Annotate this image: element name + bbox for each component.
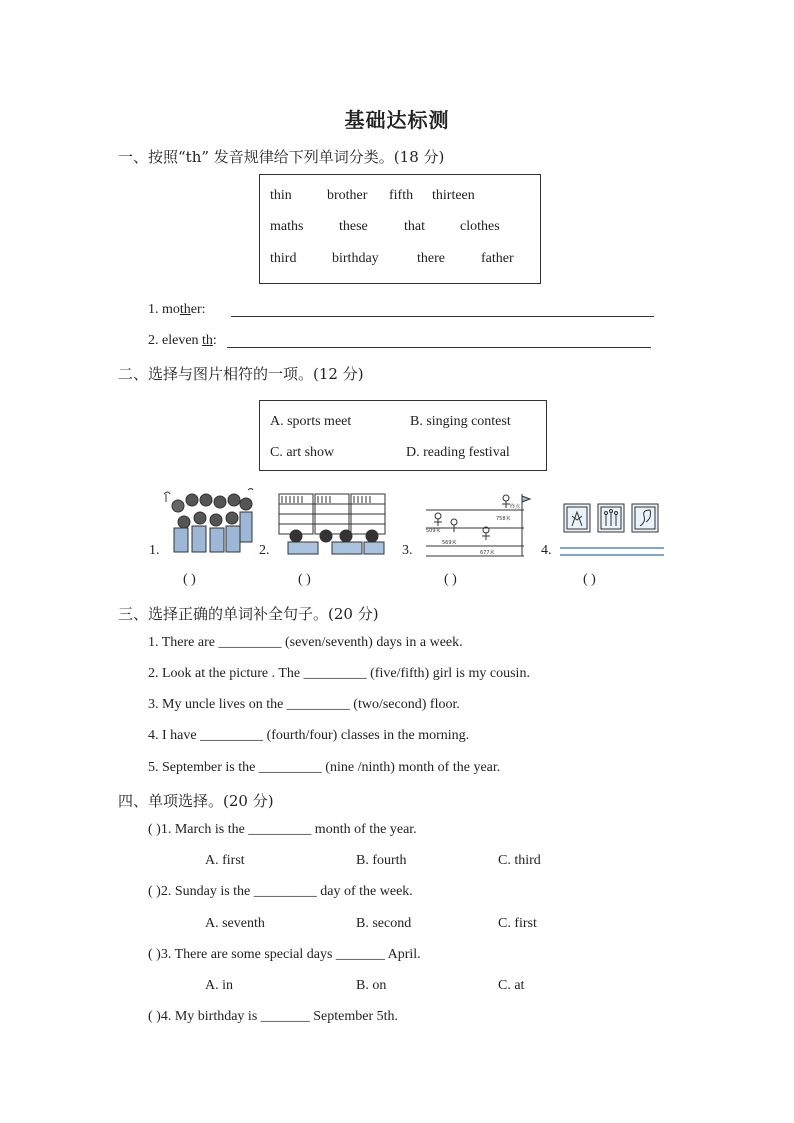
finish-label: 终点	[510, 504, 521, 510]
mc-option[interactable]: C. first	[498, 916, 537, 931]
word: that	[404, 219, 425, 234]
section4-heading: 四、单项选择。(20 分)	[118, 792, 274, 810]
mc-question-2: ( )2. Sunday is the _________ day of the week.	[148, 884, 413, 899]
option-c: C. art show	[270, 445, 335, 460]
fill-sentence-4: 4. I have _________ (fourth/four) classes in the morning.	[148, 728, 470, 743]
answer-paren-3[interactable]: ( )	[444, 572, 457, 587]
q1-label: 1. mother:	[148, 302, 206, 317]
word: these	[339, 219, 368, 234]
mc-question-3: ( )3. There are some special days _______ April.	[148, 947, 421, 962]
answer-paren-1[interactable]: ( )	[183, 572, 196, 587]
dist-label: 758米	[496, 516, 511, 522]
word: maths	[270, 219, 304, 234]
mc-option[interactable]: C. third	[498, 853, 541, 868]
option-b: B. singing contest	[410, 414, 511, 429]
dist-label: 677米	[480, 550, 495, 556]
mc-question-1: ( )1. March is the _________ month of the year.	[148, 822, 417, 837]
mc-option[interactable]: C. at	[498, 978, 525, 993]
fill-sentence-3: 3. My uncle lives on the _________ (two/second) floor.	[148, 697, 460, 712]
options-box	[259, 400, 547, 471]
pic-num-3: 3.	[402, 543, 413, 558]
pic-num-2: 2.	[259, 543, 270, 558]
word: thin	[270, 188, 292, 203]
mc-option[interactable]: B. fourth	[356, 853, 407, 868]
word: father	[481, 251, 514, 266]
mc-option[interactable]: A. seventh	[205, 916, 265, 931]
word: third	[270, 251, 297, 266]
section2-heading: 二、选择与图片相符的一项。(12 分)	[118, 365, 364, 383]
library-reading-illustration	[278, 492, 388, 558]
word: thirteen	[432, 188, 475, 203]
section3-heading: 三、选择正确的单词补全句子。(20 分)	[118, 605, 379, 623]
fill-sentence-1: 1. There are _________ (seven/seventh) days in a week.	[148, 635, 463, 650]
pic-num-1: 1.	[149, 543, 160, 558]
option-d: D. reading festival	[406, 445, 510, 460]
word: there	[417, 251, 445, 266]
pic-num-4: 4.	[541, 543, 552, 558]
answer-paren-4[interactable]: ( )	[583, 572, 596, 587]
option-a: A. sports meet	[270, 414, 352, 429]
answer-paren-2[interactable]: ( )	[298, 572, 311, 587]
dist-label: 509米	[426, 528, 441, 534]
word: fifth	[389, 188, 414, 203]
q2-label: 2. eleven th:	[148, 333, 217, 348]
mc-option[interactable]: B. on	[356, 978, 387, 993]
dist-label: 569米	[442, 540, 457, 546]
art-show-illustration	[560, 502, 666, 558]
word: brother	[327, 188, 368, 203]
page-title: 基础达标测	[344, 108, 450, 132]
singing-children-illustration	[160, 488, 256, 558]
mc-option[interactable]: A. in	[205, 978, 233, 993]
mc-question-4: ( )4. My birthday is _______ September 5th.	[148, 1009, 399, 1024]
word-box	[259, 174, 541, 284]
mc-option[interactable]: A. first	[205, 853, 245, 868]
word: clothes	[460, 219, 500, 234]
fill-sentence-2: 2. Look at the picture . The _________ (five/fifth) girl is my cousin.	[148, 666, 530, 681]
fill-sentence-5: 5. September is the _________ (nine /ninth) month of the year.	[148, 760, 501, 775]
word: birthday	[332, 251, 379, 266]
section1-heading: 一、按照“th” 发音规律给下列单词分类。(18 分)	[118, 148, 445, 166]
answer-line-2[interactable]	[227, 347, 651, 348]
running-race-illustration	[424, 490, 534, 558]
answer-line-1[interactable]	[231, 316, 654, 317]
mc-option[interactable]: B. second	[356, 916, 412, 931]
